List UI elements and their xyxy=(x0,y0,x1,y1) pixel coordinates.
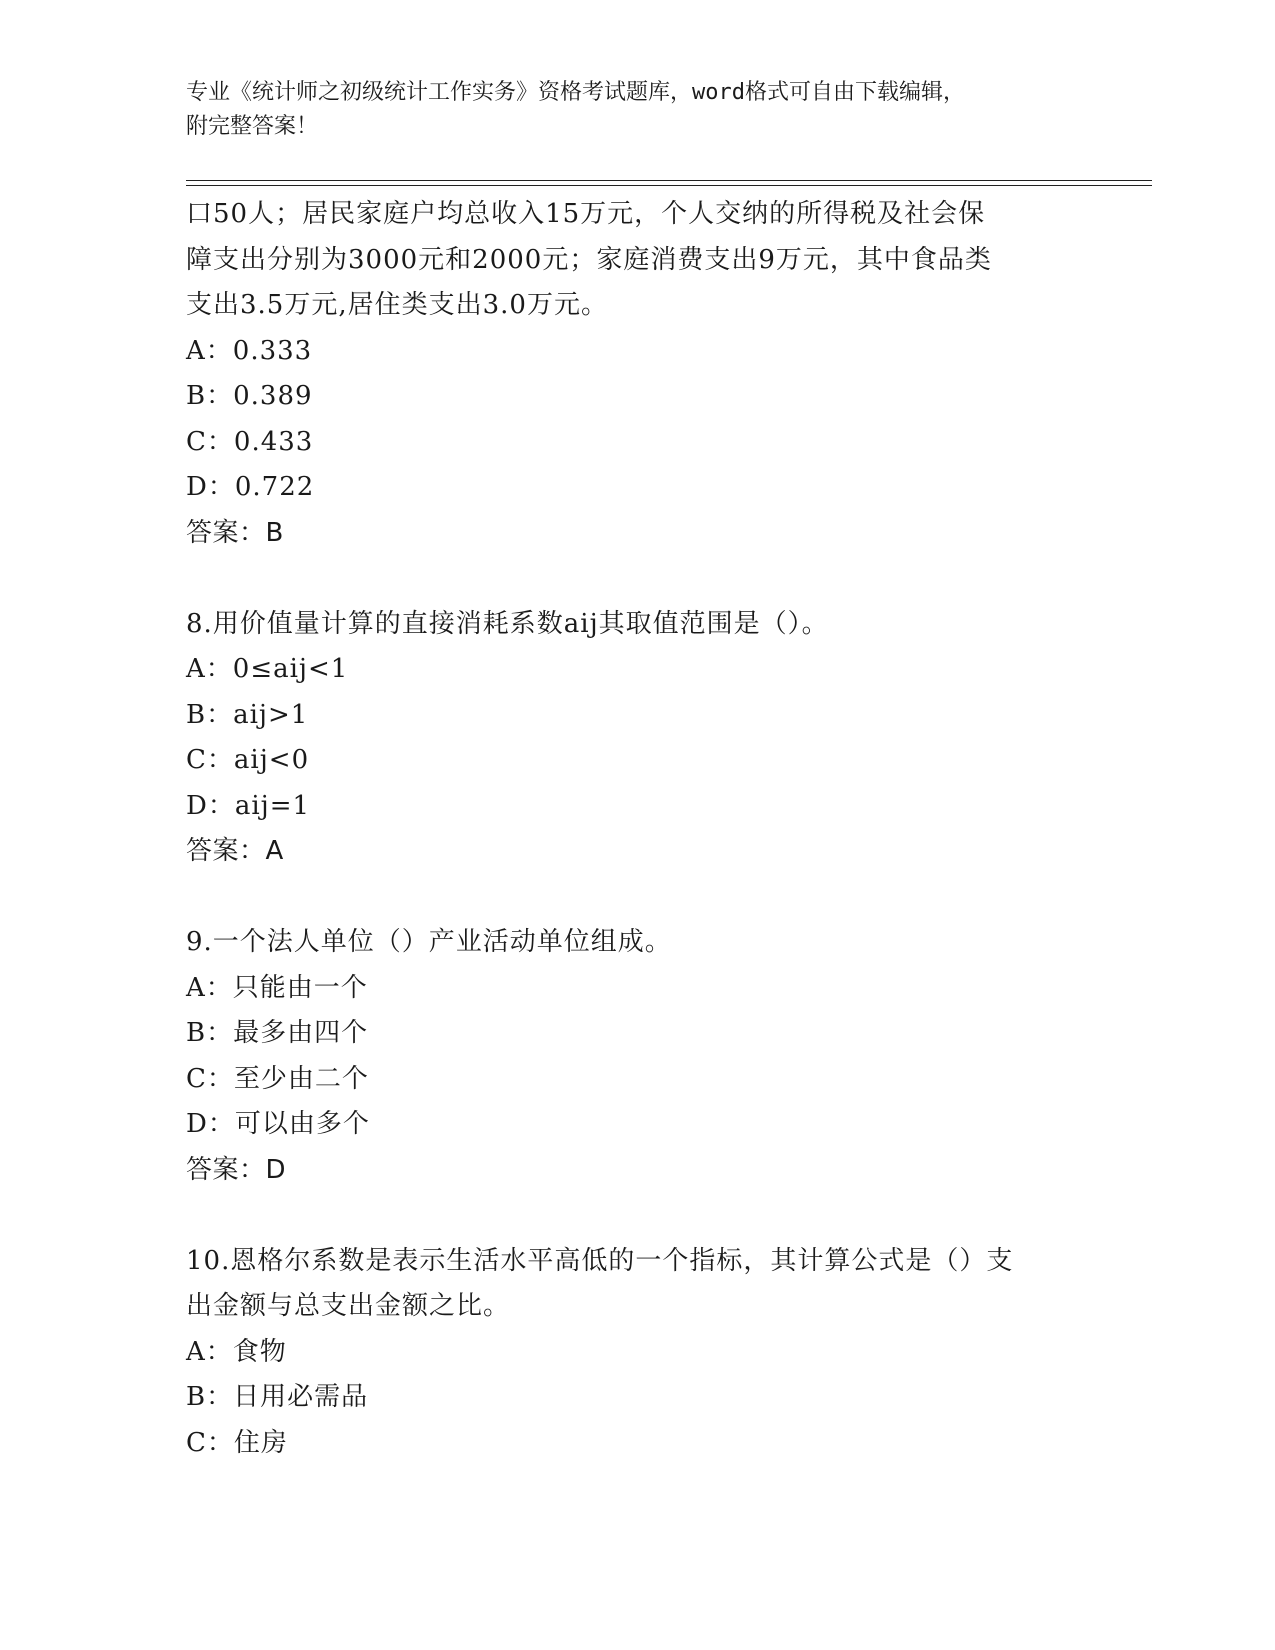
option-d xyxy=(186,784,1086,830)
option-b xyxy=(186,693,1086,739)
option-text: aij<0 xyxy=(233,745,310,775)
option-key: A： xyxy=(186,972,233,1003)
option-text: 0.389 xyxy=(233,381,313,411)
option-a xyxy=(186,966,1086,1012)
option-key: A： xyxy=(186,335,233,366)
option-key: B： xyxy=(186,381,234,411)
option-key: C： xyxy=(186,426,234,457)
option-key: C： xyxy=(186,1427,234,1458)
option-b xyxy=(186,1375,1086,1421)
option-key: D： xyxy=(186,1109,235,1139)
option-key: B： xyxy=(186,699,234,730)
option-b xyxy=(186,374,1086,420)
question-text-line: 出金额与总支出金额之比。 xyxy=(186,1291,511,1321)
option-text: 只能由一个 xyxy=(232,972,368,1003)
option-c xyxy=(186,1057,1086,1103)
question-text-line: 障支出分别为3000元和2000元；家庭消费支出9万元，其中食品类 xyxy=(186,244,992,275)
option-key: D： xyxy=(186,472,235,502)
option-text: 0≤aij<1 xyxy=(232,654,349,684)
option-text: 住房 xyxy=(233,1427,288,1458)
option-c xyxy=(186,738,1086,784)
document-header xyxy=(186,76,1066,144)
spacer xyxy=(186,556,1086,602)
header-divider-top xyxy=(186,180,1152,181)
option-text: aij>1 xyxy=(233,699,309,730)
option-key: B： xyxy=(186,1018,234,1048)
option-key: B： xyxy=(186,1382,234,1412)
question-block-8 xyxy=(186,602,1086,875)
option-b xyxy=(186,1011,1086,1057)
header-divider-bottom xyxy=(186,185,1152,186)
option-a xyxy=(186,329,1086,375)
spacer xyxy=(186,875,1086,921)
spacer xyxy=(186,1193,1086,1239)
question-text-line: 支出3.5万元,居住类支出3.0万元。 xyxy=(186,290,608,320)
option-key: A： xyxy=(186,1336,233,1367)
option-text: aij=1 xyxy=(234,790,311,821)
question-block-continued xyxy=(186,192,1086,556)
header-line-1: 专业《统计师之初级统计工作实务》资格考试题库，word格式可自由下载编辑， xyxy=(186,80,965,105)
answer-line: 答案：A xyxy=(186,836,284,866)
option-text: 可以由多个 xyxy=(234,1109,370,1139)
option-text: 0.722 xyxy=(234,472,315,502)
option-key: D： xyxy=(186,790,235,821)
option-d xyxy=(186,465,1086,511)
option-text: 0.333 xyxy=(232,335,313,366)
option-text: 日用必需品 xyxy=(233,1382,369,1412)
question-text-line: 口50人；居民家庭户均总收入15万元，个人交纳的所得税及社会保 xyxy=(186,199,986,229)
option-key: A： xyxy=(186,654,233,684)
answer-line: 答案：D xyxy=(186,1154,287,1185)
option-text: 0.433 xyxy=(233,426,314,457)
header-line-2: 附完整答案！ xyxy=(186,114,319,139)
option-c xyxy=(186,1421,1086,1467)
option-a xyxy=(186,1330,1086,1376)
question-text-line: 9.一个法人单位（）产业活动单位组成。 xyxy=(186,927,672,957)
option-c xyxy=(186,420,1086,466)
option-text: 食物 xyxy=(232,1336,287,1367)
question-text-line: 10.恩格尔系数是表示生活水平高低的一个指标，其计算公式是（）支 xyxy=(186,1245,1014,1276)
option-key: C： xyxy=(186,1063,234,1094)
option-text: 最多由四个 xyxy=(233,1018,369,1048)
question-block-9 xyxy=(186,920,1086,1193)
answer-line: 答案：B xyxy=(186,517,284,548)
option-a xyxy=(186,647,1086,693)
question-list xyxy=(186,192,1086,1466)
option-d xyxy=(186,1102,1086,1148)
question-block-10 xyxy=(186,1239,1086,1467)
question-text-line: 8.用价值量计算的直接消耗系数aij其取值范围是（）。 xyxy=(186,608,829,639)
option-text: 至少由二个 xyxy=(233,1063,369,1094)
option-key: C： xyxy=(186,745,234,775)
